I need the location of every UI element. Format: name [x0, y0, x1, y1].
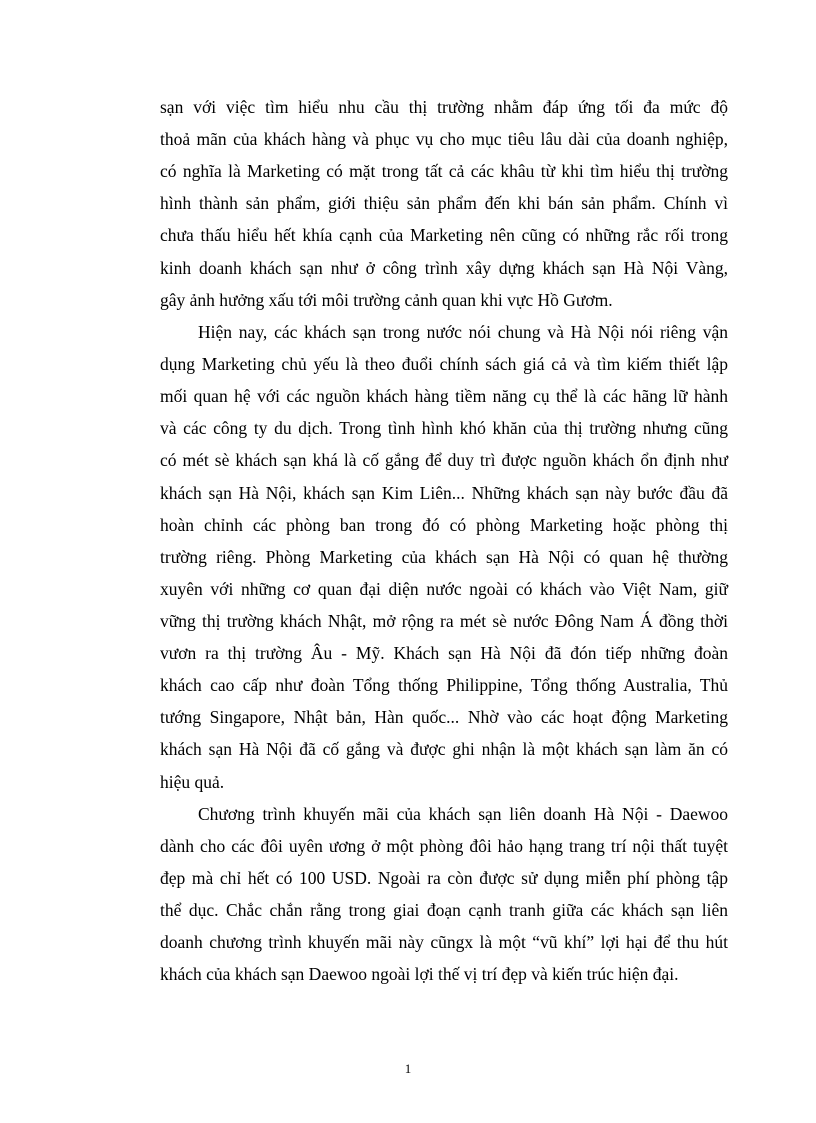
text-line: xuyên với những cơ quan đại diện nước ngoài có khách vào Việt Nam, giữ	[160, 579, 728, 599]
paragraph-first-line: Hiện nay, các khách sạn trong nước nói chung và Hà Nội nói riêng vận	[198, 322, 728, 342]
text-line: doanh chương trình khuyến mãi này cũngx là một “vũ khí” lợi hại để thu hút	[160, 932, 728, 952]
text-line: có mét sè khách sạn khá là cố gắng để duy trì được nguồn khách ổn định như	[160, 450, 728, 470]
text-line: đẹp mà chỉ hết có 100 USD. Ngoài ra còn được sử dụng miễn phí phòng tập	[160, 868, 728, 888]
text-line: hoàn chỉnh các phòng ban trong đó có phòng Marketing hoặc phòng thị	[160, 515, 728, 535]
text-line: khách cao cấp như đoàn Tổng thống Philippine, Tổng thống Australia, Thủ	[160, 675, 728, 695]
page-number: 1	[404, 1061, 412, 1076]
text-line: tướng Singapore, Nhật bản, Hàn quốc... Nhờ vào các hoạt động Marketing	[160, 707, 728, 727]
text-line: hình thành sản phẩm, giới thiệu sản phẩm đến khi bán sản phẩm. Chính vì	[160, 193, 728, 213]
text-line: gây ảnh hưởng xấu tới môi trường cảnh quan khi vực Hồ Gươm.	[160, 290, 613, 310]
text-line: vững thị trường khách Nhật, mở rộng ra mét sè nước Đông Nam Á đồng thời	[160, 611, 728, 631]
text-line: có nghĩa là Marketing có mặt trong tất cả các khâu từ khi tìm hiểu thị trường	[160, 161, 728, 181]
text-line: trường riêng. Phòng Marketing của khách sạn Hà Nội có quan hệ thường	[160, 547, 728, 567]
text-line: vươn ra thị trường Âu - Mỹ. Khách sạn Hà Nội đã đón tiếp những đoàn	[160, 643, 728, 663]
text-line: chưa thấu hiểu hết khía cạnh của Marketing nên cũng có những rắc rối trong	[160, 225, 728, 245]
text-line: thể dục. Chắc chắn rằng trong giai đoạn cạnh tranh giữa các khách sạn liên	[160, 900, 728, 920]
text-line: sạn với việc tìm hiểu nhu cầu thị trường nhằm đáp ứng tối đa mức độ	[160, 97, 728, 117]
text-line: dụng Marketing chủ yếu là theo đuổi chính sách giá cả và tìm kiếm thiết lập	[160, 354, 728, 374]
text-line: thoả mãn của khách hàng và phục vụ cho mục tiêu lâu dài của doanh nghiệp,	[160, 129, 728, 149]
text-line: khách sạn Hà Nội đã cố gắng và được ghi nhận là một khách sạn làm ăn có	[160, 739, 728, 759]
text-line: hiệu quả.	[160, 772, 225, 792]
text-line: dành cho các đôi uyên ương ở một phòng đôi hảo hạng trang trí nội thất tuyệt	[160, 836, 728, 856]
text-line: mối quan hệ với các nguồn khách hàng tiềm năng cụ thể là các hãng lữ hành	[160, 386, 728, 406]
text-line: và các công ty du dịch. Trong tình hình khó khăn của thị trường nhưng cũng	[160, 418, 728, 438]
text-line: khách của khách sạn Daewoo ngoài lợi thế vị trí đẹp và kiến trúc hiện đại.	[160, 964, 679, 984]
text-line: khách sạn Hà Nội, khách sạn Kim Liên... Những khách sạn này bước đầu đã	[160, 483, 728, 503]
paragraph-first-line: Chương trình khuyến mãi của khách sạn liên doanh Hà Nội - Daewoo	[198, 804, 728, 824]
text-line: kinh doanh khách sạn như ở công trình xây dựng khách sạn Hà Nội Vàng,	[160, 258, 728, 278]
